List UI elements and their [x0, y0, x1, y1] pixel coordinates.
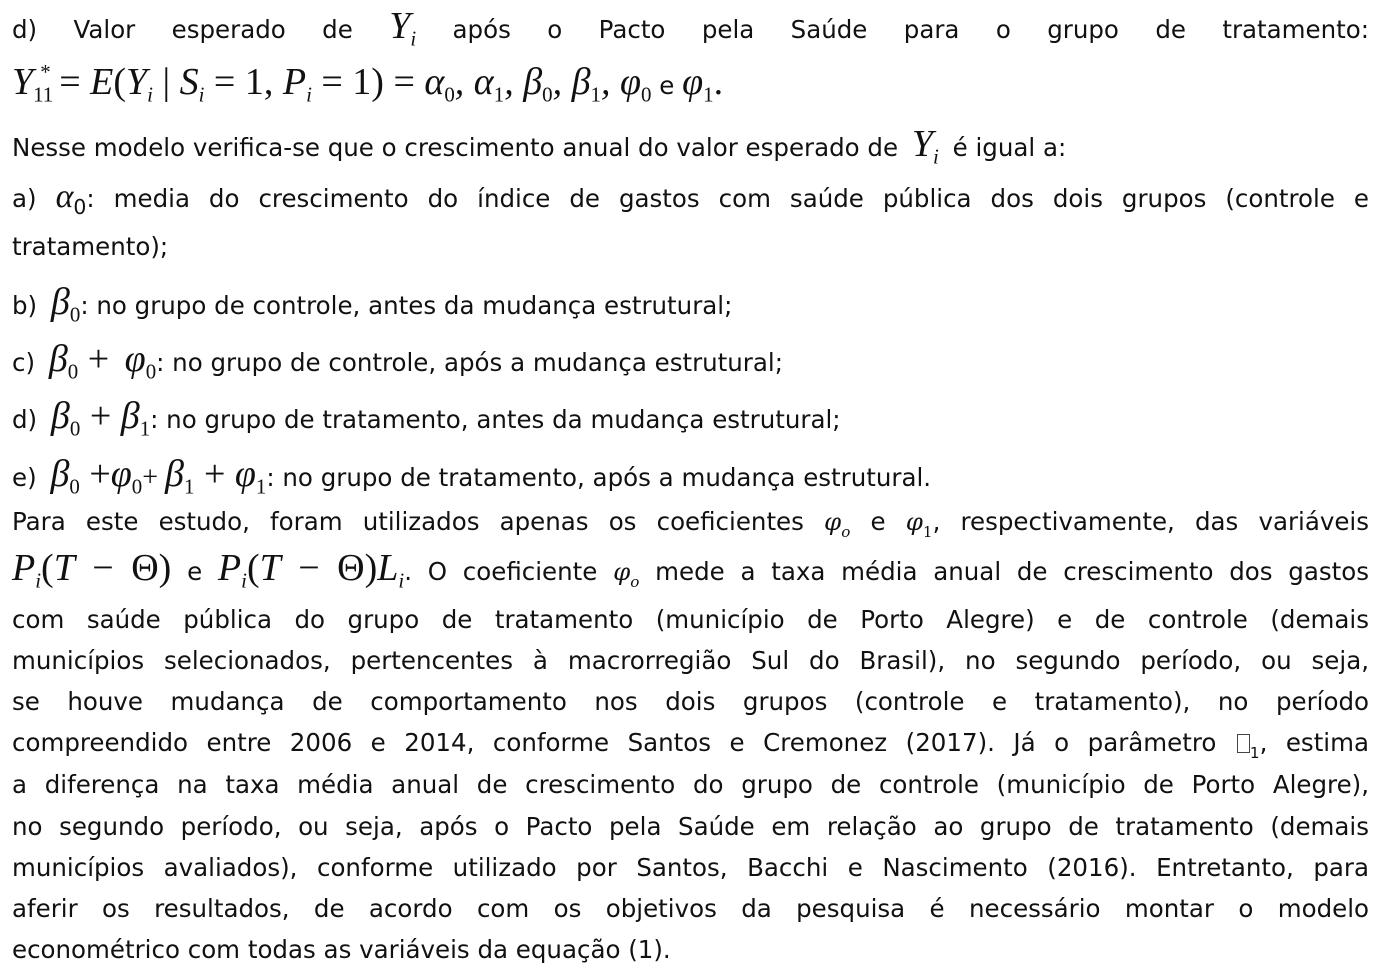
item-a-cont: tratamento);	[12, 232, 169, 261]
math-Yi: $Y_i$	[389, 5, 417, 51]
missing-glyph-icon: 1	[1235, 728, 1260, 757]
para-line-10: aferir os resultados, de acordo com os objetivos da pesquisa é necessário montar o modelo	[12, 894, 1369, 923]
para-line-11: econométrico com todas as variáveis da equação (1).	[12, 935, 671, 964]
para-line-7: a diferença na taxa média anual de crescimento do grupo de controle (município de Porto Alegre),	[12, 770, 1369, 799]
equation-Y11: $Y_{11}^* = E(Y_i$ | $S_i = 1$, $P_i = 1) = \alpha 0$, α1, β0, β1, φ0 e φ1.	[12, 60, 724, 107]
model-text: Nesse modelo verifica-se que o crescimento anual do valor esperado de $Y_i$ é igual a:	[12, 123, 1067, 169]
item-d: d) β0 + β1: no grupo de tratamento, antes da mudança estrutural;	[12, 395, 841, 441]
para-line-1: Para este estudo, foram utilizados apenas os coeficientes $\varphi_o$ e $\varphi_1$, respectivamente, das variáveis	[12, 507, 1370, 541]
para-line-3: com saúde pública do grupo de tratamento (município de Porto Alegre) e de controle (demais	[12, 605, 1369, 634]
para-line-4: municípios selecionados, pertencentes à macrorregião Sul do Brasil), no segundo período, ou seja,	[12, 646, 1369, 675]
item-c: c) β0 + φ0: no grupo de controle, após a mudança estrutural;	[12, 338, 783, 384]
item-a: a) $\alpha_0$: media do crescimento do índice de gastos com saúde pública dos dois grupos (controle e	[12, 178, 1369, 220]
para-line-5: se houve mudança de comportamento nos dois grupos (controle e tratamento), no período	[12, 687, 1369, 716]
para-line-8: no segundo período, ou seja, após o Pacto pela Saúde em relação ao grupo de tratamento (demais	[12, 812, 1369, 841]
para-line-9: municípios avaliados), conforme utilizado por Santos, Bacchi e Nascimento (2016). Entretanto, para	[12, 853, 1369, 882]
heading-d: d) Valor esperado de $Y_i$ após o Pacto pela Saúde para o grupo de tratamento:	[12, 5, 1369, 51]
para-line-6: compreendido entre 2006 e 2014, conforme Santos e Cremonez (2017). Já o parâmetro $_1$, estima	[12, 728, 1369, 762]
item-e: e) β0 +φ0+ β1 + φ1: no grupo de tratamento, após a mudança estrutural.	[12, 453, 932, 499]
para-line-2: $P_i(T - \Theta)$ e $P_i(T - \Theta)L_i$. O coeficiente $\varphi_o$ mede a taxa média anual de crescimento dos gastos	[12, 547, 1369, 593]
item-b: b) β0: no grupo de controle, antes da mudança estrutural;	[12, 281, 733, 327]
